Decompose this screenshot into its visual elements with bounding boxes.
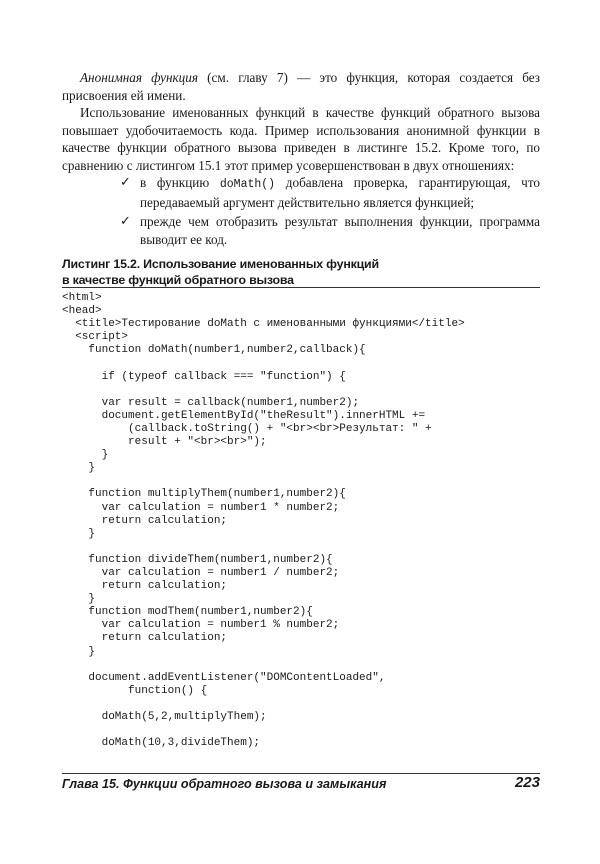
paragraph-anonymous-function-text: (см. главу 7) — это функция, которая создается без присвоения ей имени.: [62, 70, 540, 103]
list-item: ✓ в функцию doMath() добавлена проверка, гарантирующая, что передаваемый аргумент действительно является функцией;: [120, 175, 540, 210]
listing-title-line-1: Листинг 15.2. Использование именованных функций: [62, 257, 379, 271]
listing-title-line-2: в качестве функций обратного вызова: [62, 273, 294, 287]
code-listing: <html> <head> <title>Тестирование doMath с именованными функциями</title> <script> function doMath(number1,number2,callback){ if (typeof callback === "function") { var result = callback(number1,number2); document.getElementById("theResult").innerHTML += (callback.toString() + "<br><br>Результат: " + result + "<br><br>"); } } function multiplyThem(number1,number2){ var calculation = number1 * number2; return calculation; } function divideThem(number1,number2){ var calculation = number1 / number2; return calculation; } function modThem(number1,number2){ var calculation = number1 % number2; return calculation; } document.addEventListener("DOMContentLoaded", function() { doMath(5,2,multiplyThem); doMath(10,3,divideThem);: [62, 292, 465, 750]
listing-title: [62, 256, 542, 288]
paragraph-anonymous-function: [62, 69, 540, 104]
listing-top-rule: [62, 287, 540, 288]
footer-chapter-title: Глава 15. Функции обратного вызова и замыкания: [62, 777, 387, 791]
list-item: ✓ прежде чем отобразить результат выполнения функции, программа выводит ее код.: [120, 214, 540, 247]
footer-rule: [62, 773, 540, 774]
paragraph-named-callbacks: Использование именованных функций в качестве функций обратного вызова повышает удобочитаемость кода. Пример использования анонимной функции в качестве функции обратного вызова приведен в листинге 15.2. Кроме того, по сравнению с листингом 15.1 этот пример усовершенствован в двух отношениях:: [62, 105, 540, 173]
checkmark-icon: ✓: [120, 214, 131, 230]
improvements-list: [120, 174, 540, 250]
inline-code: doMath(): [219, 178, 276, 191]
checkmark-icon: ✓: [120, 175, 131, 190]
page-number: 223: [514, 774, 540, 791]
term-anonymous-function: Анонимная функция: [80, 70, 198, 85]
